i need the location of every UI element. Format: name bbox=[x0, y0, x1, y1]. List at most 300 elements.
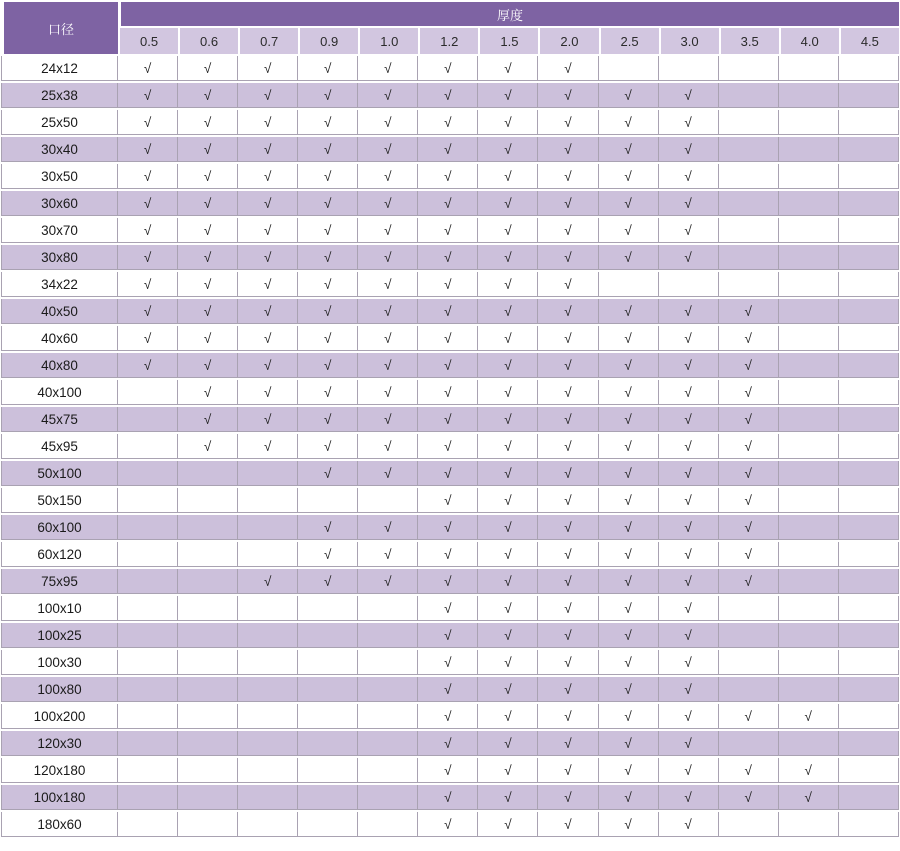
check-cell: √ bbox=[118, 272, 178, 297]
check-cell: √ bbox=[478, 731, 538, 756]
empty-cell bbox=[839, 488, 899, 513]
check-cell: √ bbox=[238, 353, 298, 378]
check-cell: √ bbox=[478, 542, 538, 567]
check-cell: √ bbox=[298, 83, 358, 108]
check-cell: √ bbox=[478, 758, 538, 783]
check-cell: √ bbox=[238, 218, 298, 243]
empty-cell bbox=[839, 83, 899, 108]
empty-cell bbox=[719, 623, 779, 648]
size-cell: 30x60 bbox=[1, 191, 118, 216]
empty-cell bbox=[358, 623, 418, 648]
table-row bbox=[1, 326, 899, 351]
table-row bbox=[1, 488, 899, 513]
thickness-col-header: 0.6 bbox=[178, 28, 238, 54]
check-cell: √ bbox=[599, 191, 659, 216]
check-cell: √ bbox=[538, 731, 598, 756]
check-cell: √ bbox=[538, 326, 598, 351]
empty-cell bbox=[839, 704, 899, 729]
check-cell: √ bbox=[538, 137, 598, 162]
check-cell: √ bbox=[418, 137, 478, 162]
check-cell: √ bbox=[418, 272, 478, 297]
empty-cell bbox=[358, 758, 418, 783]
size-cell: 30x50 bbox=[1, 164, 118, 189]
check-cell: √ bbox=[418, 758, 478, 783]
check-cell: √ bbox=[118, 326, 178, 351]
check-cell: √ bbox=[418, 731, 478, 756]
check-cell: √ bbox=[178, 299, 238, 324]
check-cell: √ bbox=[238, 137, 298, 162]
check-cell: √ bbox=[478, 56, 538, 81]
empty-cell bbox=[839, 137, 899, 162]
empty-cell bbox=[839, 758, 899, 783]
check-cell: √ bbox=[659, 191, 719, 216]
empty-cell bbox=[178, 677, 238, 702]
empty-cell bbox=[839, 380, 899, 405]
empty-cell bbox=[719, 164, 779, 189]
empty-cell bbox=[298, 650, 358, 675]
empty-cell bbox=[118, 569, 178, 594]
thickness-col-header: 0.9 bbox=[298, 28, 358, 54]
check-cell: √ bbox=[118, 110, 178, 135]
size-cell: 24x12 bbox=[1, 56, 118, 81]
empty-cell bbox=[779, 110, 839, 135]
empty-cell bbox=[719, 677, 779, 702]
size-cell: 50x100 bbox=[1, 461, 118, 486]
table-row bbox=[1, 272, 899, 297]
check-cell: √ bbox=[418, 812, 478, 837]
empty-cell bbox=[298, 596, 358, 621]
empty-cell bbox=[719, 218, 779, 243]
check-cell: √ bbox=[178, 326, 238, 351]
check-cell: √ bbox=[538, 488, 598, 513]
thickness-col-header: 4.5 bbox=[839, 28, 899, 54]
check-cell: √ bbox=[478, 218, 538, 243]
empty-cell bbox=[839, 515, 899, 540]
empty-cell bbox=[779, 164, 839, 189]
size-cell: 25x50 bbox=[1, 110, 118, 135]
check-cell: √ bbox=[418, 164, 478, 189]
check-cell: √ bbox=[659, 623, 719, 648]
check-cell: √ bbox=[418, 461, 478, 486]
empty-cell bbox=[779, 650, 839, 675]
empty-cell bbox=[779, 83, 839, 108]
empty-cell bbox=[839, 461, 899, 486]
check-cell: √ bbox=[238, 83, 298, 108]
check-cell: √ bbox=[418, 569, 478, 594]
check-cell: √ bbox=[418, 488, 478, 513]
check-cell: √ bbox=[719, 758, 779, 783]
empty-cell bbox=[839, 353, 899, 378]
check-cell: √ bbox=[478, 596, 538, 621]
check-cell: √ bbox=[478, 164, 538, 189]
empty-cell bbox=[238, 488, 298, 513]
check-cell: √ bbox=[178, 83, 238, 108]
thickness-col-header: 1.5 bbox=[478, 28, 538, 54]
check-cell: √ bbox=[478, 812, 538, 837]
check-cell: √ bbox=[178, 407, 238, 432]
check-cell: √ bbox=[659, 380, 719, 405]
size-cell: 100x25 bbox=[1, 623, 118, 648]
table-row bbox=[1, 83, 899, 108]
empty-cell bbox=[839, 407, 899, 432]
empty-cell bbox=[779, 56, 839, 81]
check-cell: √ bbox=[599, 461, 659, 486]
thickness-col-header: 3.0 bbox=[659, 28, 719, 54]
empty-cell bbox=[839, 569, 899, 594]
check-cell: √ bbox=[478, 515, 538, 540]
caliber-header: 口径 bbox=[1, 2, 118, 54]
empty-cell bbox=[118, 380, 178, 405]
empty-cell bbox=[298, 785, 358, 810]
check-cell: √ bbox=[719, 461, 779, 486]
check-cell: √ bbox=[478, 326, 538, 351]
check-cell: √ bbox=[238, 380, 298, 405]
check-cell: √ bbox=[719, 299, 779, 324]
check-cell: √ bbox=[298, 56, 358, 81]
empty-cell bbox=[118, 515, 178, 540]
check-cell: √ bbox=[418, 218, 478, 243]
empty-cell bbox=[719, 650, 779, 675]
empty-cell bbox=[238, 542, 298, 567]
table-row bbox=[1, 677, 899, 702]
size-cell: 40x60 bbox=[1, 326, 118, 351]
empty-cell bbox=[839, 596, 899, 621]
check-cell: √ bbox=[358, 137, 418, 162]
check-cell: √ bbox=[478, 110, 538, 135]
thickness-col-header: 0.7 bbox=[238, 28, 298, 54]
check-cell: √ bbox=[599, 218, 659, 243]
check-cell: √ bbox=[358, 83, 418, 108]
check-cell: √ bbox=[418, 785, 478, 810]
empty-cell bbox=[719, 596, 779, 621]
check-cell: √ bbox=[599, 704, 659, 729]
check-cell: √ bbox=[418, 191, 478, 216]
empty-cell bbox=[358, 731, 418, 756]
check-cell: √ bbox=[538, 218, 598, 243]
check-cell: √ bbox=[298, 164, 358, 189]
empty-cell bbox=[238, 650, 298, 675]
empty-cell bbox=[358, 704, 418, 729]
empty-cell bbox=[839, 812, 899, 837]
check-cell: √ bbox=[659, 488, 719, 513]
empty-cell bbox=[238, 812, 298, 837]
check-cell: √ bbox=[659, 677, 719, 702]
check-cell: √ bbox=[358, 569, 418, 594]
size-cell: 40x100 bbox=[1, 380, 118, 405]
check-cell: √ bbox=[358, 461, 418, 486]
check-cell: √ bbox=[238, 434, 298, 459]
empty-cell bbox=[779, 326, 839, 351]
empty-cell bbox=[719, 56, 779, 81]
empty-cell bbox=[839, 542, 899, 567]
check-cell: √ bbox=[478, 191, 538, 216]
empty-cell bbox=[779, 218, 839, 243]
empty-cell bbox=[178, 596, 238, 621]
check-cell: √ bbox=[538, 434, 598, 459]
empty-cell bbox=[118, 650, 178, 675]
check-cell: √ bbox=[599, 569, 659, 594]
check-cell: √ bbox=[358, 245, 418, 270]
check-cell: √ bbox=[178, 380, 238, 405]
thickness-col-header: 0.5 bbox=[118, 28, 178, 54]
check-cell: √ bbox=[719, 380, 779, 405]
check-cell: √ bbox=[538, 164, 598, 189]
check-cell: √ bbox=[599, 353, 659, 378]
check-cell: √ bbox=[659, 461, 719, 486]
check-cell: √ bbox=[599, 83, 659, 108]
empty-cell bbox=[779, 299, 839, 324]
check-cell: √ bbox=[659, 245, 719, 270]
check-cell: √ bbox=[478, 650, 538, 675]
check-cell: √ bbox=[238, 326, 298, 351]
check-cell: √ bbox=[238, 164, 298, 189]
check-cell: √ bbox=[298, 542, 358, 567]
check-cell: √ bbox=[599, 542, 659, 567]
empty-cell bbox=[839, 299, 899, 324]
check-cell: √ bbox=[298, 218, 358, 243]
check-cell: √ bbox=[659, 758, 719, 783]
check-cell: √ bbox=[358, 218, 418, 243]
table-row bbox=[1, 353, 899, 378]
check-cell: √ bbox=[538, 380, 598, 405]
check-cell: √ bbox=[659, 704, 719, 729]
table-row bbox=[1, 704, 899, 729]
check-cell: √ bbox=[298, 569, 358, 594]
empty-cell bbox=[298, 758, 358, 783]
empty-cell bbox=[238, 596, 298, 621]
check-cell: √ bbox=[538, 56, 598, 81]
size-cell: 25x38 bbox=[1, 83, 118, 108]
check-cell: √ bbox=[418, 407, 478, 432]
check-cell: √ bbox=[538, 677, 598, 702]
table-row bbox=[1, 245, 899, 270]
check-cell: √ bbox=[719, 326, 779, 351]
check-cell: √ bbox=[478, 677, 538, 702]
empty-cell bbox=[358, 596, 418, 621]
check-cell: √ bbox=[118, 299, 178, 324]
size-cell: 100x80 bbox=[1, 677, 118, 702]
size-cell: 120x180 bbox=[1, 758, 118, 783]
check-cell: √ bbox=[418, 677, 478, 702]
check-cell: √ bbox=[599, 677, 659, 702]
check-cell: √ bbox=[298, 245, 358, 270]
empty-cell bbox=[719, 245, 779, 270]
empty-cell bbox=[779, 380, 839, 405]
check-cell: √ bbox=[599, 407, 659, 432]
check-cell: √ bbox=[659, 731, 719, 756]
check-cell: √ bbox=[599, 515, 659, 540]
empty-cell bbox=[779, 407, 839, 432]
check-cell: √ bbox=[418, 596, 478, 621]
empty-cell bbox=[839, 785, 899, 810]
check-cell: √ bbox=[538, 461, 598, 486]
table-row bbox=[1, 515, 899, 540]
check-cell: √ bbox=[118, 83, 178, 108]
empty-cell bbox=[238, 515, 298, 540]
check-cell: √ bbox=[418, 515, 478, 540]
check-cell: √ bbox=[599, 623, 659, 648]
check-cell: √ bbox=[659, 164, 719, 189]
check-cell: √ bbox=[538, 110, 598, 135]
check-cell: √ bbox=[178, 434, 238, 459]
empty-cell bbox=[719, 812, 779, 837]
empty-cell bbox=[719, 272, 779, 297]
table-row bbox=[1, 623, 899, 648]
empty-cell bbox=[839, 164, 899, 189]
check-cell: √ bbox=[478, 569, 538, 594]
empty-cell bbox=[178, 785, 238, 810]
thickness-col-header: 2.5 bbox=[599, 28, 659, 54]
check-cell: √ bbox=[358, 353, 418, 378]
check-cell: √ bbox=[238, 191, 298, 216]
table-row bbox=[1, 596, 899, 621]
thickness-col-header: 1.0 bbox=[358, 28, 418, 54]
check-cell: √ bbox=[238, 407, 298, 432]
empty-cell bbox=[118, 785, 178, 810]
empty-cell bbox=[238, 785, 298, 810]
check-cell: √ bbox=[238, 110, 298, 135]
thickness-col-header: 4.0 bbox=[779, 28, 839, 54]
check-cell: √ bbox=[298, 110, 358, 135]
empty-cell bbox=[779, 245, 839, 270]
empty-cell bbox=[118, 434, 178, 459]
check-cell: √ bbox=[599, 380, 659, 405]
empty-cell bbox=[178, 812, 238, 837]
check-cell: √ bbox=[178, 353, 238, 378]
check-cell: √ bbox=[659, 137, 719, 162]
check-cell: √ bbox=[719, 434, 779, 459]
table-row bbox=[1, 785, 899, 810]
check-cell: √ bbox=[659, 299, 719, 324]
check-cell: √ bbox=[659, 353, 719, 378]
check-cell: √ bbox=[358, 56, 418, 81]
check-cell: √ bbox=[538, 623, 598, 648]
check-cell: √ bbox=[659, 650, 719, 675]
check-cell: √ bbox=[238, 272, 298, 297]
check-cell: √ bbox=[418, 353, 478, 378]
empty-cell bbox=[839, 326, 899, 351]
empty-cell bbox=[298, 704, 358, 729]
check-cell: √ bbox=[599, 812, 659, 837]
empty-cell bbox=[118, 461, 178, 486]
check-cell: √ bbox=[298, 191, 358, 216]
check-cell: √ bbox=[418, 83, 478, 108]
size-cell: 180x60 bbox=[1, 812, 118, 837]
check-cell: √ bbox=[238, 56, 298, 81]
check-cell: √ bbox=[358, 110, 418, 135]
check-cell: √ bbox=[599, 785, 659, 810]
check-cell: √ bbox=[478, 461, 538, 486]
empty-cell bbox=[839, 731, 899, 756]
empty-cell bbox=[238, 677, 298, 702]
empty-cell bbox=[839, 623, 899, 648]
empty-cell bbox=[779, 461, 839, 486]
check-cell: √ bbox=[298, 272, 358, 297]
check-cell: √ bbox=[298, 299, 358, 324]
empty-cell bbox=[298, 677, 358, 702]
empty-cell bbox=[178, 515, 238, 540]
check-cell: √ bbox=[358, 326, 418, 351]
empty-cell bbox=[839, 110, 899, 135]
check-cell: √ bbox=[298, 353, 358, 378]
check-cell: √ bbox=[478, 407, 538, 432]
empty-cell bbox=[839, 218, 899, 243]
check-cell: √ bbox=[659, 434, 719, 459]
empty-cell bbox=[238, 704, 298, 729]
empty-cell bbox=[178, 758, 238, 783]
size-cell: 60x100 bbox=[1, 515, 118, 540]
check-cell: √ bbox=[478, 353, 538, 378]
check-cell: √ bbox=[659, 407, 719, 432]
check-cell: √ bbox=[538, 272, 598, 297]
table-row bbox=[1, 461, 899, 486]
size-cell: 60x120 bbox=[1, 542, 118, 567]
check-cell: √ bbox=[599, 299, 659, 324]
table-row bbox=[1, 218, 899, 243]
check-cell: √ bbox=[298, 137, 358, 162]
check-cell: √ bbox=[358, 542, 418, 567]
check-cell: √ bbox=[418, 299, 478, 324]
check-cell: √ bbox=[418, 434, 478, 459]
empty-cell bbox=[779, 353, 839, 378]
check-cell: √ bbox=[538, 83, 598, 108]
check-cell: √ bbox=[599, 245, 659, 270]
empty-cell bbox=[839, 191, 899, 216]
check-cell: √ bbox=[178, 218, 238, 243]
check-cell: √ bbox=[719, 704, 779, 729]
empty-cell bbox=[779, 137, 839, 162]
size-cell: 45x95 bbox=[1, 434, 118, 459]
check-cell: √ bbox=[478, 245, 538, 270]
table-row bbox=[1, 731, 899, 756]
check-cell: √ bbox=[599, 434, 659, 459]
empty-cell bbox=[298, 731, 358, 756]
empty-cell bbox=[358, 677, 418, 702]
empty-cell bbox=[839, 56, 899, 81]
empty-cell bbox=[358, 812, 418, 837]
empty-cell bbox=[719, 137, 779, 162]
thickness-col-header: 2.0 bbox=[538, 28, 598, 54]
check-cell: √ bbox=[599, 164, 659, 189]
check-cell: √ bbox=[118, 191, 178, 216]
empty-cell bbox=[779, 731, 839, 756]
check-cell: √ bbox=[719, 785, 779, 810]
check-cell: √ bbox=[779, 704, 839, 729]
check-cell: √ bbox=[719, 407, 779, 432]
size-cell: 100x30 bbox=[1, 650, 118, 675]
check-cell: √ bbox=[478, 785, 538, 810]
empty-cell bbox=[839, 434, 899, 459]
check-cell: √ bbox=[358, 380, 418, 405]
empty-cell bbox=[659, 272, 719, 297]
table-row bbox=[1, 164, 899, 189]
check-cell: √ bbox=[298, 380, 358, 405]
empty-cell bbox=[779, 191, 839, 216]
table-row bbox=[1, 569, 899, 594]
check-cell: √ bbox=[418, 56, 478, 81]
table-row bbox=[1, 434, 899, 459]
size-cell: 100x10 bbox=[1, 596, 118, 621]
check-cell: √ bbox=[418, 623, 478, 648]
check-cell: √ bbox=[358, 272, 418, 297]
empty-cell bbox=[839, 677, 899, 702]
empty-cell bbox=[118, 542, 178, 567]
check-cell: √ bbox=[719, 353, 779, 378]
check-cell: √ bbox=[178, 272, 238, 297]
check-cell: √ bbox=[178, 245, 238, 270]
thickness-col-header: 3.5 bbox=[719, 28, 779, 54]
table-row bbox=[1, 299, 899, 324]
